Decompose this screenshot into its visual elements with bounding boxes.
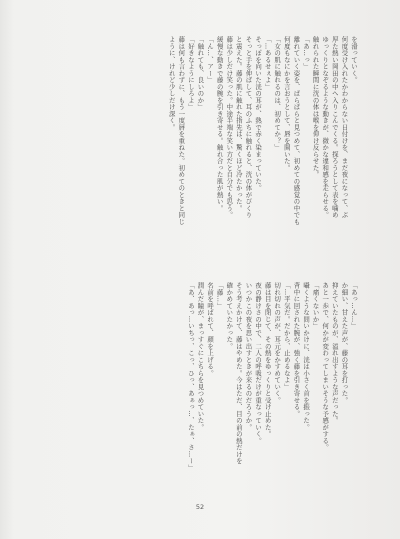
text-line: 「あ、あっ…いちっ、こっ、ひっ、あぁっ…、たぁ、さ…ー」 [186,282,195,471]
text-line: 抑えていたものが、溢れ出すような声だった。 [330,282,339,424]
text-line: 藤は少しだけ笑った。中途半端な笑い方だと自分でも思う。 [225,36,234,219]
text-line: いつかこの夜を思い出すときが来るのだろうか。 [244,282,253,431]
text-line: 緩慢な動きで藤の腕を引き寄せる。触れ合った肌が熱い。 [215,36,224,212]
top-text-block [166,36,358,236]
text-line: 夜の静けさの中で、二人の呼吸だけが重なっていく。 [254,282,263,444]
text-line: 背中に回された腕が、強く藤を引き寄せる。 [292,282,301,417]
text-line: ゆっくりとなぞるような動きが、微かな違和感を走らせる。 [321,36,330,219]
text-line: 厚た熱い岡田の中へ入りこんでくる。探ろうとして表を噛め [330,36,339,219]
page-number: 52 [195,503,205,511]
text-line: 切れ切れの声が、耳元をかすめていく。 [273,282,282,404]
text-line: 触れられた瞬間に洸の体は喉を仰け反らせた。 [311,36,320,178]
text-line: 「好きなようにしろよ」 [186,36,195,111]
text-line: 何度もなにかを言おうとして、唇を開いた。 [282,36,291,171]
text-line: を滑っていく。 [350,36,358,84]
text-line: そっと手を伸ばして、耳のふちに触れると、洸の体がびくり [244,36,253,219]
text-line: 「触れても、良いのか」 [196,36,205,111]
text-line: 囁くような問いかけに、洸は小さく首を振った。 [302,282,311,431]
text-line: と震えた。藤の肌に触れた指先は、驚くほど冷たかった。 [234,36,243,212]
text-line: 「あ…っ」 [302,36,311,70]
text-line: あと一歩で、何かが変わってしまいそうな予感がする。 [321,282,330,451]
text-line: 「…平気だ。だから、止めるなよ」 [282,282,291,390]
text-line: 藤は何も言わずに、もう一度唇を重ねた。初めてのときと同じ [177,36,186,225]
text-line: 「痛くないか」 [311,282,320,330]
text-line: そっぽを向いた洸の耳が、熱で赤く染まっていた。 [254,36,263,192]
bottom-text-block [185,282,358,477]
text-line: 「藤…」 [215,282,224,309]
text-line: 潤んだ瞳が、まっすぐにこちらを見つめていた。 [196,282,205,431]
text-line: そう考えかけて、藤はやめた。今はただ、目の前の熱だけを [234,282,243,465]
text-line: 確かめていたかった。 [225,282,234,350]
text-line: か細い、甘えた声が、藤の耳を打った。 [340,282,349,404]
text-line: 離れていく姿を、ぱらぱらと見つめて、初めての感覚の中でも [292,36,301,225]
text-line: 名前を呼ばれて、顔を上げる。 [206,282,215,377]
text-line: 「あっ…ん…」 [350,282,358,330]
text-line: 何度受け入れたかわからない日付けを、まだ夜になって、ぶ [340,36,349,219]
text-line: ように、けれど少しだけ深く。 [167,36,176,131]
text-line: 藤は目を閉じて、その熱をゆっくりと受け止めた。 [263,282,272,438]
text-line: 「…あるせぇよ」 [263,36,272,90]
text-line: 「女の肌に触れるのは、初めてか？」 [273,36,282,151]
text-line: 「ん…、アー」 [206,36,215,84]
